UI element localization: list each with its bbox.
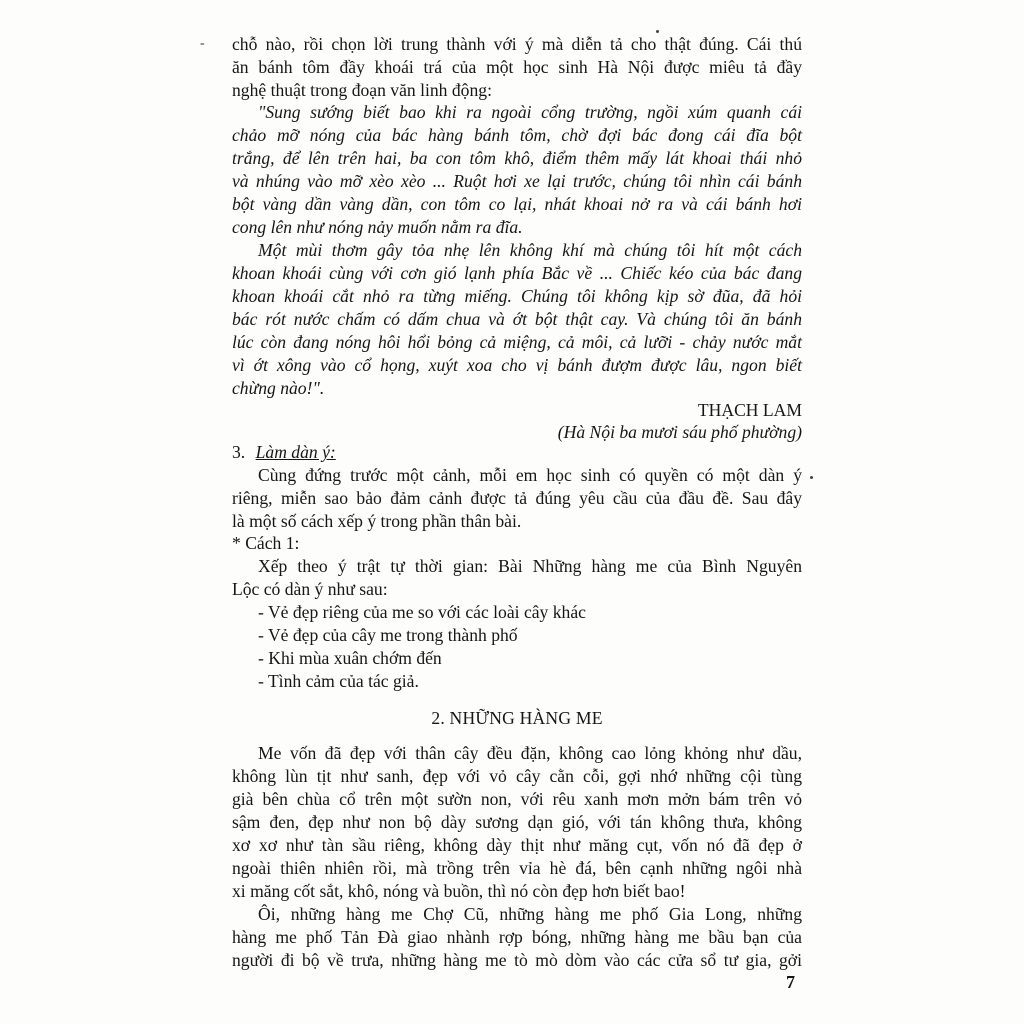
- quote-source: (Hà Nội ba mươi sáu phố phường): [557, 422, 802, 442]
- quote-line: lúc còn đang nóng hôi hổi bỏng cả miệng, cả môi, cả lưỡi - chảy nước mắt: [232, 332, 802, 352]
- text-line: sậm đen, đẹp như non bộ dày sương dạn gió, với tán không thưa, không: [232, 812, 802, 832]
- text-line: già bên chùa cổ trên một sườn non, với rêu xanh mơn mởn bám trên vỏ: [232, 789, 802, 809]
- quote-line: cong lên như nóng nảy muốn nằm ra đĩa.: [232, 217, 523, 237]
- page-number: 7: [786, 972, 795, 992]
- text-line: ăn bánh tôm đầy khoái trá của một học sinh Hà Nội được miêu tả đầy: [232, 57, 802, 77]
- print-speck: [810, 476, 813, 479]
- text-line: người đi bộ về trưa, những hàng me tò mò dòm vào các cửa sổ tư gia, gởi: [232, 950, 802, 970]
- quote-line: và nhúng vào mỡ xèo xèo ... Ruột hơi xe lại trước, chúng tôi nhìn cái bánh: [232, 171, 802, 191]
- outline-item: - Tình cảm của tác giả.: [258, 671, 419, 691]
- quote-line: bột vàng dần vàng dần, con tôm co lại, nhát khoai nở ra và cái bánh hơi: [232, 194, 802, 214]
- quote-line: chừng nào!".: [232, 378, 325, 398]
- text-line: không lùn tịt như sanh, đẹp với vỏ cây cằn cỗi, gợi nhớ những cội tùng: [232, 766, 802, 786]
- text-line: xi măng cốt sắt, khô, nóng và buồn, thì nó còn đẹp hơn biết bao!: [232, 881, 686, 901]
- text-line: xơ xơ như tàn sầu riêng, không dày thịt như măng cụt, vốn nó đã đẹp ở: [232, 835, 802, 855]
- text-line: nghệ thuật trong đoạn văn linh động:: [232, 80, 492, 100]
- outline-item: - Khi mùa xuân chớm đến: [258, 648, 442, 668]
- text-line: riêng, miễn sao bảo đảm cảnh được tả đúng yêu cầu của đầu đề. Sau đây: [232, 488, 802, 508]
- section-number: 3.: [232, 442, 246, 462]
- text-line: chỗ nào, rồi chọn lời trung thành với ý mà diễn tả cho thật đúng. Cái thú: [232, 34, 802, 54]
- text-line: Me vốn đã đẹp với thân cây đều đặn, không cao lỏng khỏng như dầu,: [258, 743, 802, 763]
- quote-line: "Sung sướng biết bao khi ra ngoài cổng trường, ngồi xúm quanh cái: [258, 102, 802, 122]
- quote-line: bác rót nước chấm có dấm chua và ớt bột thật cay. Và chúng tôi ăn bánh: [232, 309, 802, 329]
- quote-author: THẠCH LAM: [697, 400, 802, 420]
- outline-item: - Vẻ đẹp riêng của me so với các loài cây khác: [258, 602, 586, 622]
- section-title: Làm dàn ý:: [255, 442, 336, 462]
- text-line: Cùng đứng trước một cảnh, mỗi em học sinh có quyền có một dàn ý: [258, 465, 802, 485]
- text-line: ngoài thiên nhiên rồi, mà trồng trên vỉa hè đá, bên cạnh những ngôi nhà: [232, 858, 802, 878]
- section-heading: [232, 441, 802, 463]
- quote-line: trắng, để lên trên hai, ba con tôm khô, điểm thêm mấy lát khoai thái nhỏ: [232, 148, 802, 168]
- method-label: * Cách 1:: [232, 533, 300, 553]
- text-line: hàng me phố Tản Đà giao nhành rợp bóng, những hàng me bầu bạn của: [232, 927, 802, 947]
- quote-line: khoan khoái cắt nhỏ ra từng miếng. Chúng tôi không kịp sờ đũa, đã hỏi: [232, 286, 802, 306]
- quote-line: Một mùi thơm gây tỏa nhẹ lên không khí mà chúng tôi hít một cách: [258, 240, 802, 260]
- outline-item: - Vẻ đẹp của cây me trong thành phố: [258, 625, 518, 645]
- margin-mark: -: [200, 36, 205, 51]
- text-line: Lộc có dàn ý như sau:: [232, 579, 388, 599]
- quote-line: khoan khoái cùng với cơn gió lạnh phía Bắc về ... Chiếc kéo của bác đang: [232, 263, 802, 283]
- text-line: là một số cách xếp ý trong phần thân bài.: [232, 511, 522, 531]
- quote-line: chảo mỡ nóng của bác hàng bánh tôm, chờ đợi bác đong cái đĩa bột: [232, 125, 802, 145]
- text-line: Xếp theo ý trật tự thời gian: Bài Những hàng me của Bình Nguyên: [258, 556, 802, 576]
- quote-line: vì ớt xông vào cổ họng, xuýt xoa cho vị bánh đượm được lâu, ngon biết: [232, 355, 802, 375]
- text-line: Ôi, những hàng me Chợ Cũ, những hàng me phố Gia Long, những: [258, 904, 802, 924]
- essay-title: 2. NHỮNG HÀNG ME: [431, 708, 603, 728]
